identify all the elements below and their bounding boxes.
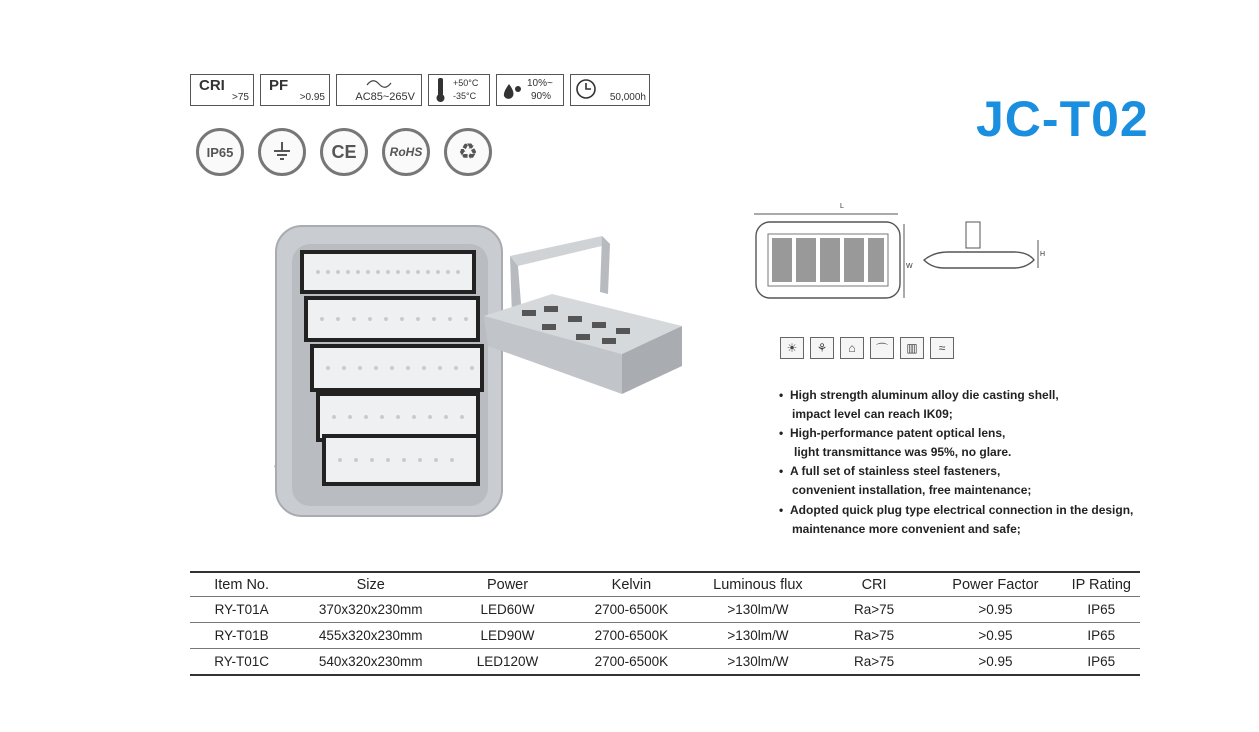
- pf-value: >0.95: [299, 92, 325, 103]
- temp-high: +50°C: [453, 78, 479, 88]
- cri-label: CRI: [199, 77, 225, 94]
- fountain-icon: ≈: [930, 337, 954, 359]
- column-header: Power: [486, 576, 529, 593]
- column-header: Size: [356, 576, 385, 593]
- dimension-drawing: [748, 198, 1058, 308]
- feature-line: Adopted quick plug type electrical connection in the design,: [790, 502, 1134, 517]
- voltage-badge: [336, 74, 422, 106]
- model-spec-table: [190, 571, 1140, 676]
- table-cell: 2700-6500K: [567, 623, 696, 649]
- table-cell: 2700-6500K: [567, 597, 696, 623]
- stadium-icon: ⌂: [840, 337, 864, 359]
- table-cell: RY-T01B: [190, 623, 293, 649]
- ce-icon: [320, 128, 368, 176]
- table-cell: LED120W: [448, 649, 567, 676]
- table-cell: >130lm/W: [696, 623, 820, 649]
- table-cell: 540x320x230mm: [293, 649, 448, 676]
- humidity-value-2: 90%: [531, 91, 552, 102]
- ce-label: CE: [331, 141, 357, 162]
- table-row: [190, 597, 1140, 623]
- feature-line: High-performance patent optical lens,: [790, 426, 1006, 441]
- floodlight-rear-image: [482, 226, 692, 396]
- table-cell: Ra>75: [820, 649, 928, 676]
- table-cell: RY-T01A: [190, 597, 293, 623]
- voltage-value: AC85~265V: [355, 91, 415, 103]
- table-cell: 370x320x230mm: [293, 597, 448, 623]
- lifetime-badge: [570, 74, 650, 106]
- temperature-badge: [428, 74, 490, 106]
- width-label: W: [906, 263, 913, 270]
- table-cell: >130lm/W: [696, 649, 820, 676]
- table-cell: 2700-6500K: [567, 649, 696, 676]
- feature-item: [778, 501, 1160, 539]
- table-cell: Ra>75: [820, 623, 928, 649]
- table-cell: >0.95: [928, 649, 1062, 676]
- feature-line: A full set of stainless steel fasteners,: [790, 464, 1001, 479]
- outdoor-icon: ☀: [780, 337, 804, 359]
- application-icons: [780, 337, 954, 359]
- earth-symbol-icon: [269, 139, 295, 165]
- ground-icon: [258, 128, 306, 176]
- feature-line: convenient installation, free maintenance;: [792, 483, 1032, 498]
- table-header-row: [190, 572, 1140, 597]
- table-row: [190, 649, 1140, 676]
- recycle-icon: ♻: [444, 128, 492, 176]
- feature-item: [778, 424, 1160, 462]
- certification-icons: [196, 128, 492, 176]
- column-header: Kelvin: [611, 576, 652, 593]
- table-cell: LED60W: [448, 597, 567, 623]
- cri-badge: [190, 74, 254, 106]
- humidity-badge: [496, 74, 564, 106]
- spec-badges: [190, 74, 650, 106]
- table-cell: >0.95: [928, 597, 1062, 623]
- feature-line: light transmittance was 95%, no glare.: [794, 445, 1012, 460]
- feature-line: impact level can reach IK09;: [792, 407, 953, 422]
- lifetime-value: 50,000h: [609, 92, 646, 103]
- column-header: Luminous flux: [713, 576, 803, 593]
- pf-badge: [260, 74, 330, 106]
- thermometer-icon: [433, 76, 449, 104]
- feature-line: maintenance more convenient and safe;: [792, 521, 1021, 536]
- column-header: IP Rating: [1071, 576, 1131, 593]
- table-cell: 455x320x230mm: [293, 623, 448, 649]
- table-row: [190, 623, 1140, 649]
- ac-wave-icon: [337, 77, 421, 91]
- feature-item: [778, 386, 1160, 424]
- tree-icon: ⚘: [810, 337, 834, 359]
- rohs-icon: [382, 128, 430, 176]
- table-cell: IP65: [1063, 623, 1140, 649]
- column-header: Power Factor: [952, 576, 1039, 593]
- temp-low: -35°C: [453, 91, 477, 101]
- table-cell: Ra>75: [820, 597, 928, 623]
- bridge-icon: ⌒: [870, 337, 894, 359]
- table-cell: RY-T01C: [190, 649, 293, 676]
- column-header: Item No.: [214, 576, 270, 593]
- floodlight-front-image: [258, 222, 518, 522]
- ip65-icon: [196, 128, 244, 176]
- feature-list: [778, 386, 1160, 539]
- building-icon: ▥: [900, 337, 924, 359]
- table-cell: IP65: [1063, 649, 1140, 676]
- table-cell: IP65: [1063, 597, 1140, 623]
- humidity-value-1: 10%~: [527, 78, 553, 89]
- water-drop-icon: [501, 80, 525, 104]
- product-title: JC-T02: [976, 91, 1149, 147]
- table-cell: LED90W: [448, 623, 567, 649]
- clock-icon: [575, 78, 597, 100]
- feature-line: High strength aluminum alloy die casting shell,: [790, 388, 1059, 402]
- ip-label: IP65: [206, 144, 234, 160]
- table-cell: >130lm/W: [696, 597, 820, 623]
- column-header: CRI: [861, 576, 887, 593]
- cri-value: >75: [232, 92, 249, 103]
- pf-label: PF: [269, 77, 289, 94]
- height-label: H: [1040, 251, 1046, 258]
- table-cell: >0.95: [928, 623, 1062, 649]
- rohs-label: RoHS: [389, 145, 423, 159]
- length-label: L: [840, 203, 844, 210]
- feature-item: [778, 462, 1160, 500]
